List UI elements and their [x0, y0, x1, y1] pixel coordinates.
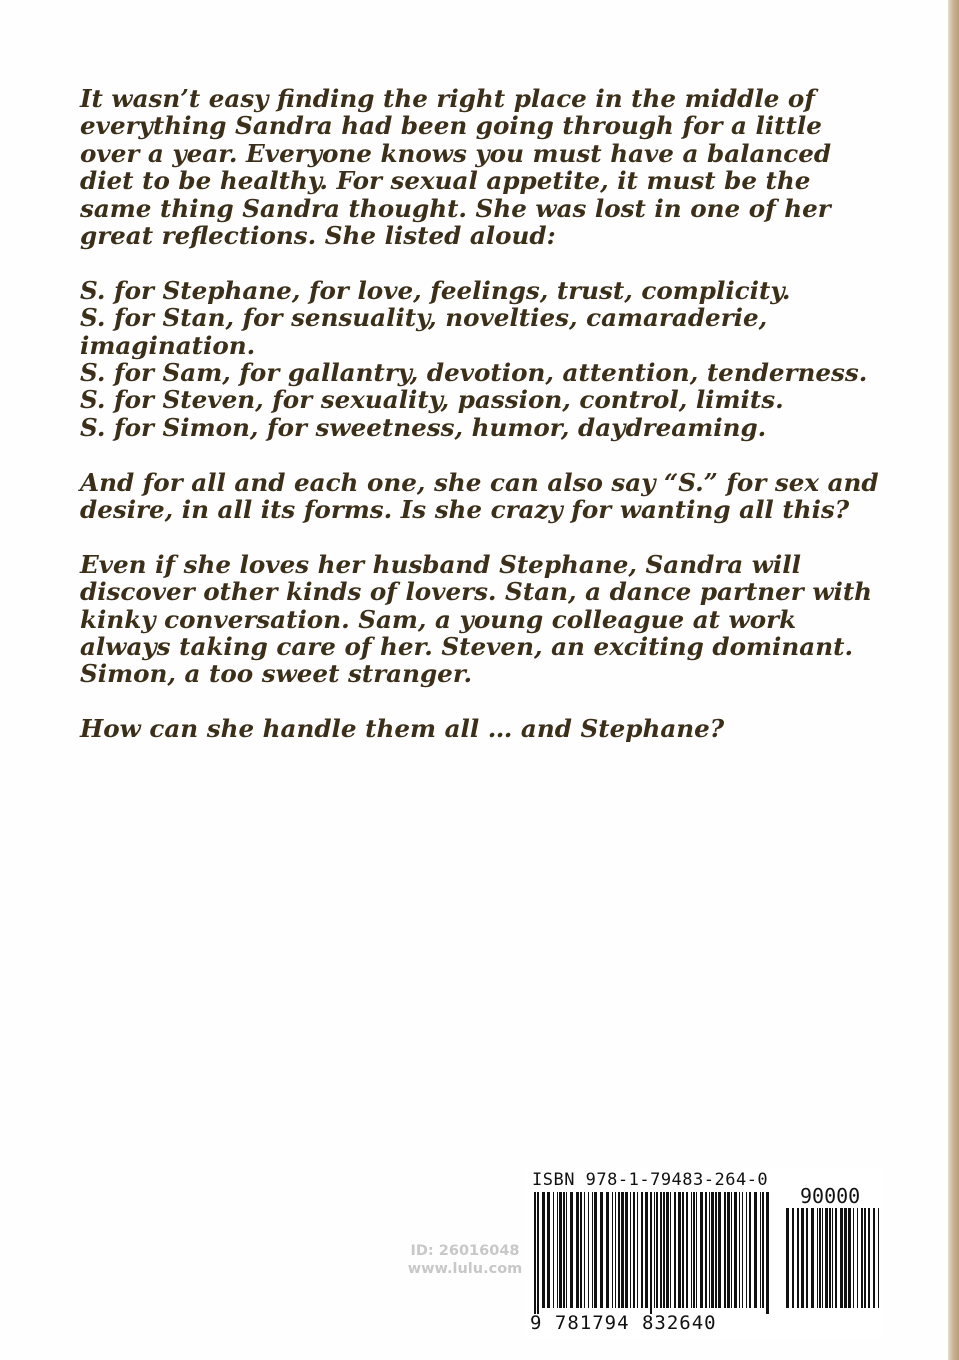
barcode-bar — [654, 1192, 655, 1308]
barcode-bar — [633, 1192, 635, 1308]
barcode-bar — [563, 1192, 565, 1308]
addon-bar — [786, 1208, 789, 1308]
barcode-bar — [693, 1192, 695, 1308]
barcode-bar — [621, 1192, 624, 1308]
barcode-bar — [637, 1192, 638, 1308]
barcode-bar — [678, 1192, 681, 1308]
barcode-bar — [580, 1192, 582, 1308]
barcode-bar — [691, 1192, 692, 1308]
addon-bar — [822, 1208, 823, 1308]
barcode-bar — [537, 1192, 539, 1314]
barcode-bar — [566, 1192, 567, 1308]
blurb-text — [80, 85, 880, 743]
barcode-bar — [715, 1192, 717, 1308]
barcode-bar — [686, 1192, 688, 1308]
publisher-url: www.lulu.com — [407, 1261, 523, 1277]
barcode-bar — [641, 1192, 643, 1308]
addon-bar — [844, 1208, 847, 1308]
barcode-bar — [660, 1192, 662, 1308]
barcode-bar — [576, 1192, 579, 1308]
addon-bar — [832, 1208, 833, 1308]
barcode-bar — [696, 1192, 697, 1308]
ean-digits: 9 781794 832640 — [530, 1312, 717, 1334]
barcode-bar — [534, 1192, 536, 1314]
barcode-bar — [766, 1192, 769, 1314]
isbn-barcode — [524, 1168, 884, 1338]
blurb-paragraph: Even if she loves her husband Stephane, Sandra will discover other kinds of lovers. Stan, a dance partner with kinky conversation. Sam, a young colleague at work always taking care of her. Steven, an exciting dominant. Simon, a too sweet stranger. — [80, 549, 873, 689]
barcode-bar — [705, 1192, 707, 1308]
barcode-bar — [670, 1192, 671, 1308]
barcode-bar — [749, 1192, 751, 1308]
list-item: S. for Simon, for sweetness, humor, daydreaming. — [80, 412, 767, 442]
barcode-bar — [742, 1192, 743, 1308]
addon-bar — [861, 1208, 863, 1308]
barcode-bar — [739, 1192, 740, 1308]
barcode-bar — [727, 1192, 730, 1308]
blurb-paragraph: And for all and each one, she can also say “S.” for sex and desire, in all its forms. Is she crazy for wanting all this? — [80, 467, 879, 525]
barcode-bar — [674, 1192, 676, 1308]
barcode-bar — [625, 1192, 628, 1308]
barcode-bar — [606, 1192, 609, 1308]
addon-bar — [801, 1208, 804, 1308]
list-item: S. for Steven, for sexuality, passion, control, limits. — [80, 385, 784, 415]
publisher-info — [400, 1242, 530, 1278]
addon-bar — [835, 1208, 837, 1308]
barcode-bar — [594, 1192, 597, 1308]
barcode-bar — [547, 1192, 550, 1308]
barcode-bar — [711, 1192, 714, 1308]
barcode-bar — [553, 1192, 554, 1308]
addon-bar — [792, 1208, 794, 1308]
barcode-bar — [600, 1192, 603, 1308]
barcode-bar — [709, 1192, 710, 1308]
spine-edge — [948, 0, 959, 1360]
barcode-bar — [682, 1192, 684, 1308]
addon-bar — [853, 1208, 854, 1308]
barcode-bar — [724, 1192, 726, 1308]
addon-bar — [840, 1208, 843, 1308]
barcode-bar — [762, 1192, 764, 1308]
barcode-bar — [656, 1192, 658, 1308]
barcode-bar — [584, 1192, 585, 1308]
barcode-bar — [559, 1192, 562, 1308]
addon-bar — [797, 1208, 799, 1308]
addon-bar — [829, 1208, 831, 1308]
barcode-bar — [650, 1192, 652, 1314]
barcode-bar — [592, 1192, 593, 1308]
addon-bar — [817, 1208, 818, 1308]
barcode-bar — [645, 1192, 648, 1308]
barcode-bar — [700, 1192, 703, 1308]
barcode-bar — [618, 1192, 620, 1308]
barcode-bar — [630, 1192, 631, 1308]
barcode-bar — [666, 1192, 669, 1308]
barcode-bar — [760, 1192, 761, 1308]
list-item: S. for Stan, for sensuality, novelties, camaraderie, imagination. — [80, 303, 768, 360]
barcode-bar — [718, 1192, 721, 1308]
addon-bar — [806, 1208, 808, 1308]
barcode-bar — [542, 1192, 545, 1308]
barcode-bar — [731, 1192, 732, 1308]
addon-bar — [873, 1208, 875, 1308]
addon-bar — [878, 1208, 879, 1308]
barcode-bar — [734, 1192, 737, 1308]
addon-bar — [857, 1208, 858, 1308]
barcode-bar — [570, 1192, 573, 1308]
addon-bar — [864, 1208, 866, 1308]
barcode-bar — [557, 1192, 558, 1308]
barcode-bar — [615, 1192, 616, 1308]
addon-bar — [825, 1208, 828, 1308]
list-item: S. for Stephane, for love, feelings, trust, complicity. — [80, 275, 791, 305]
addon-bar — [811, 1208, 814, 1308]
barcode-bar — [663, 1192, 665, 1308]
list-item: S. for Sam, for gallantry, devotion, attention, tenderness. — [80, 358, 868, 388]
addon-bar — [848, 1208, 851, 1308]
addon-bar — [868, 1208, 870, 1308]
barcode-bar — [612, 1192, 613, 1308]
addon-price: 90000 — [800, 1184, 861, 1208]
barcode-bar — [746, 1192, 747, 1308]
barcode-bar — [754, 1192, 757, 1308]
publisher-id: ID: 26016048 — [410, 1243, 520, 1259]
addon-bar — [819, 1208, 821, 1308]
blurb-question: How can she handle them all … and Stephane? — [80, 714, 725, 744]
barcode-bar — [588, 1192, 589, 1308]
isbn-label: ISBN 978-1-79483-264-0 — [532, 1170, 769, 1190]
blurb-intro: It wasn’t easy finding the right place in the middle of everything Sandra had been going through for a little over a year. Everyone knows you must have a balanced diet to be healthy. For sexual appetite, it must be the same thing Sandra thought. She was lost in one of her great reflections. She listed aloud: — [80, 84, 832, 251]
